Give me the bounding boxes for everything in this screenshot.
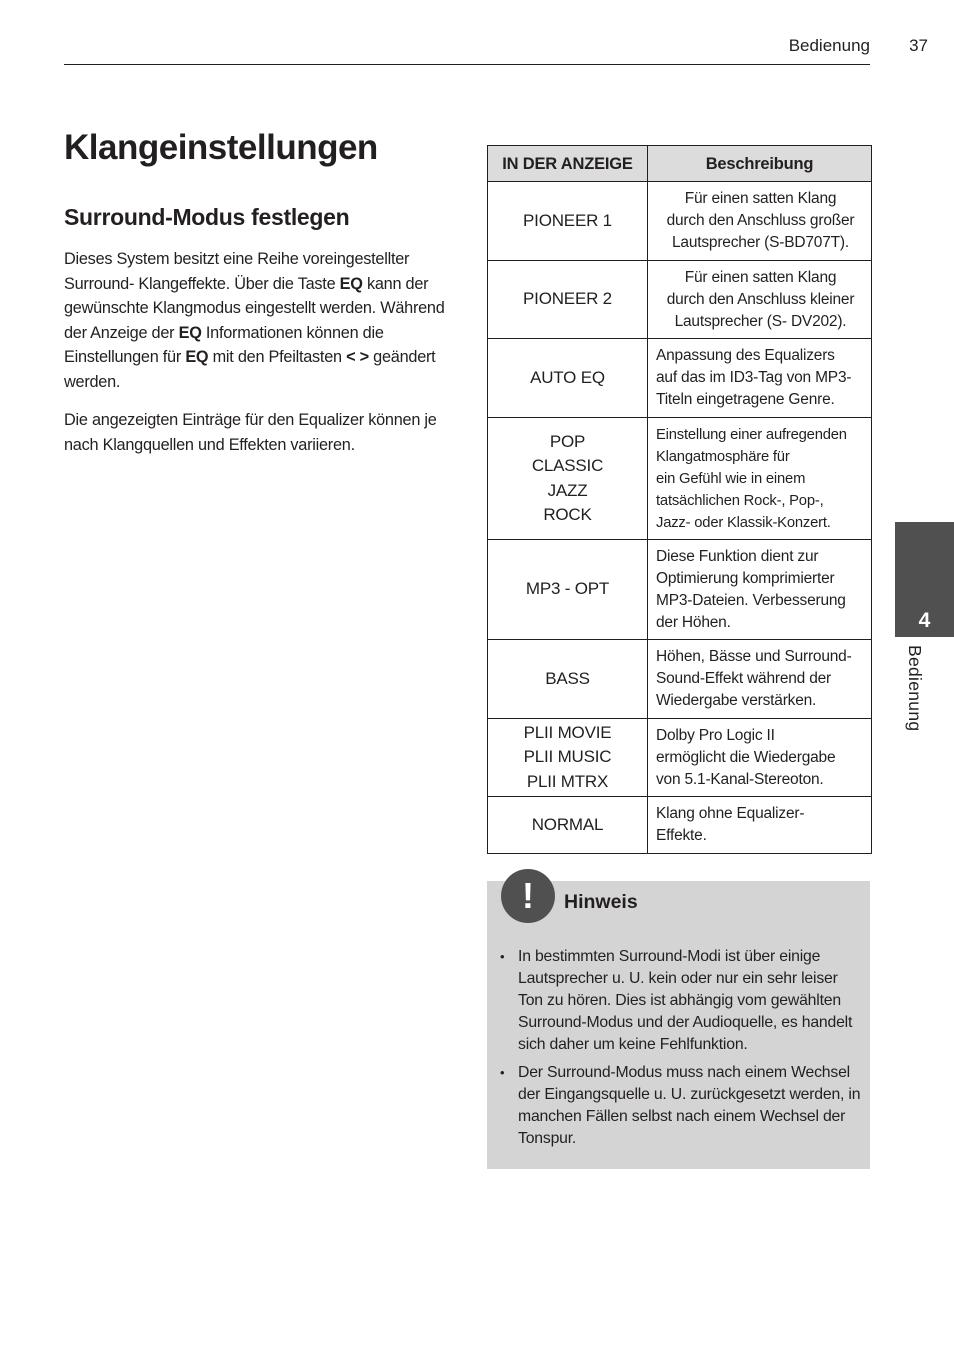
description-cell: Höhen, Bässe und Surround- Sound-Effekt während der Wiedergabe verstärken. — [648, 640, 872, 719]
table-row — [488, 797, 872, 854]
description-cell: Einstellung einer aufregenden Klangatmosphäre für ein Gefühl wie in einem tatsächlichen Rock-, Pop-, Jazz- oder Klassik-Konzert. — [648, 418, 872, 540]
equalizer-note-paragraph: Die angezeigten Einträge für den Equalizer können je nach Klangquellen und Effekten variieren. — [64, 411, 437, 454]
description-cell: Für einen satten Klang durch den Anschluss kleiner Lautsprecher (S- DV202). — [648, 261, 872, 339]
note-box — [487, 875, 870, 1169]
mode-cell: MP3 - OPT — [488, 540, 648, 640]
mode-cell: PLII MOVIE PLII MUSIC PLII MTRX — [488, 719, 648, 797]
header-section-title: Bedienung — [788, 36, 870, 55]
list-item: • In bestimmten Surround-Modi ist über einige Lautsprecher u. U. kein oder nur ein sehr leiser Ton zu hören. Dies ist abhängig vom gewählten Surround-Modus und der Audioquelle, es handelt sich daher um keine Fehlfunktion. — [518, 946, 864, 1056]
chapter-tab — [895, 522, 954, 637]
header-rule — [64, 64, 870, 65]
eq-key-label: EQ — [178, 323, 202, 342]
arrow-keys-label: < > — [346, 348, 369, 367]
page-number: 37 — [909, 36, 928, 55]
mode-cell: POP CLASSIC JAZZ ROCK — [488, 418, 648, 540]
description-cell: Für einen satten Klang durch den Anschluss großer Lautsprecher (S-BD707T). — [648, 182, 872, 261]
section-heading: Surround-Modus festlegen — [64, 204, 350, 230]
description-cell: Klang ohne Equalizer- Effekte. — [648, 797, 872, 854]
mode-cell: BASS — [488, 640, 648, 719]
mode-cell: PIONEER 2 — [488, 261, 648, 339]
column-header-description: Beschreibung — [648, 146, 872, 182]
eq-key-label: EQ — [185, 348, 209, 367]
mode-cell: AUTO EQ — [488, 339, 648, 418]
note-list — [518, 946, 864, 1156]
description-cell: Diese Funktion dient zur Optimierung komprimierter MP3-Dateien. Verbesserung der Höhen. — [648, 540, 872, 640]
equalizer-modes-table — [487, 145, 872, 854]
table-row — [488, 719, 872, 797]
table-header-row — [488, 146, 872, 182]
table-row — [488, 540, 872, 640]
table-row — [488, 261, 872, 339]
eq-key-label: EQ — [339, 274, 363, 293]
chapter-number: 4 — [918, 609, 931, 632]
note-title: Hinweis — [564, 891, 638, 913]
mode-cell: PIONEER 1 — [488, 182, 648, 261]
description-cell: Anpassung des Equalizers auf das im ID3-Tag von MP3- Titeln eingetragene Genre. — [648, 339, 872, 418]
table-row — [488, 418, 872, 540]
chapter-label: Bedienung — [905, 645, 925, 732]
column-header-display: IN DER ANZEIGE — [488, 146, 648, 182]
mode-cell: NORMAL — [488, 797, 648, 854]
exclamation-icon: ! — [501, 869, 555, 923]
description-cell: Dolby Pro Logic II ermöglicht die Wiedergabe von 5.1-Kanal-Stereoton. — [648, 719, 872, 797]
table-row — [488, 640, 872, 719]
table-row — [488, 339, 872, 418]
page-title: Klangeinstellungen — [64, 128, 378, 167]
table-row — [488, 182, 872, 261]
intro-paragraph: Dieses System besitzt eine Reihe voreingestellter Surround- Klangeffekte. Über die Taste EQ kann der gewünschte Klangmodus eingestellt werden. Während der Anzeige der EQ Informationen können die Einstellungen für EQ mit den Pfeiltasten < > geändert werden. — [64, 250, 445, 391]
list-item: • Der Surround-Modus muss nach einem Wechsel der Eingangsquelle u. U. zurückgesetzt werden, in manchen Fällen selbst nach einem Wechsel der Tonspur. — [518, 1062, 864, 1150]
